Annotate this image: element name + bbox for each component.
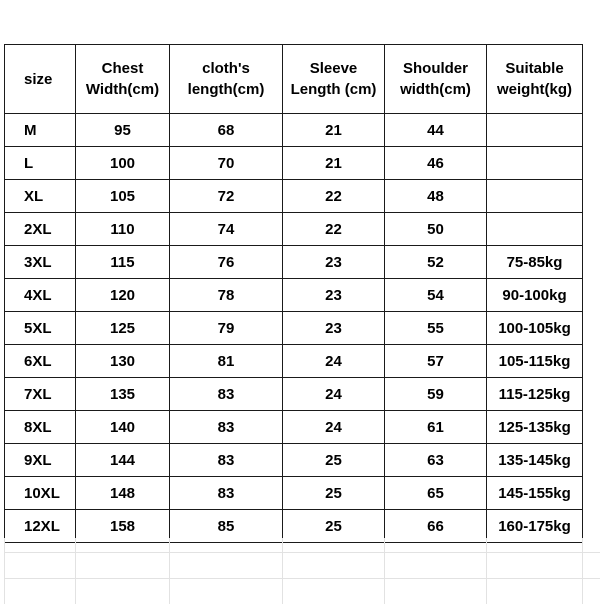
cell-chest-width: 110 xyxy=(76,213,170,246)
cell-sleeve-length: 24 xyxy=(283,378,385,411)
cell-cloth-length: 83 xyxy=(170,444,283,477)
gridline xyxy=(282,538,283,604)
cell-sleeve-length: 22 xyxy=(283,180,385,213)
header-weight-line1: Suitable xyxy=(505,60,564,77)
cell-sleeve-length: 21 xyxy=(283,147,385,180)
table-row xyxy=(5,213,583,246)
cell-chest-width: 140 xyxy=(76,411,170,444)
cell-cloth-length: 70 xyxy=(170,147,283,180)
cell-shoulder-width: 44 xyxy=(385,114,487,147)
cell-chest-width: 100 xyxy=(76,147,170,180)
cell-cloth-length: 83 xyxy=(170,477,283,510)
header-cloth-length xyxy=(170,45,283,114)
size-rows xyxy=(5,114,583,543)
table-row xyxy=(5,444,583,477)
cell-suitable-weight xyxy=(487,213,583,246)
size-chart-table xyxy=(4,44,583,543)
cell-chest-width: 95 xyxy=(76,114,170,147)
cell-size: 6XL xyxy=(5,345,76,378)
cell-size: 7XL xyxy=(5,378,76,411)
header-sleeve-length xyxy=(283,45,385,114)
cell-size: 10XL xyxy=(5,477,76,510)
header-shoulder-line2: width(cm) xyxy=(400,81,471,98)
table-row xyxy=(5,246,583,279)
cell-shoulder-width: 50 xyxy=(385,213,487,246)
cell-suitable-weight xyxy=(487,180,583,213)
header-chest-width xyxy=(76,45,170,114)
cell-suitable-weight xyxy=(487,114,583,147)
cell-cloth-length: 78 xyxy=(170,279,283,312)
cell-size: 8XL xyxy=(5,411,76,444)
table-row xyxy=(5,312,583,345)
header-weight-line2: weight(kg) xyxy=(497,81,572,98)
cell-cloth-length: 68 xyxy=(170,114,283,147)
header-shoulder-line1: Shoulder xyxy=(402,60,468,77)
cell-sleeve-length: 25 xyxy=(283,444,385,477)
cell-sleeve-length: 23 xyxy=(283,279,385,312)
header-sleeve-line2: Length (cm) xyxy=(290,81,377,98)
cell-chest-width: 144 xyxy=(76,444,170,477)
cell-cloth-length: 85 xyxy=(170,510,283,543)
table-row xyxy=(5,345,583,378)
cell-size: L xyxy=(5,147,76,180)
cell-cloth-length: 83 xyxy=(170,411,283,444)
empty-spreadsheet-gridlines xyxy=(4,538,600,604)
cell-suitable-weight: 90-100kg xyxy=(487,279,583,312)
cell-suitable-weight: 135-145kg xyxy=(487,444,583,477)
cell-suitable-weight: 160-175kg xyxy=(487,510,583,543)
table-row xyxy=(5,378,583,411)
table-row xyxy=(5,279,583,312)
header-size-label: size xyxy=(24,70,53,88)
cell-cloth-length: 72 xyxy=(170,180,283,213)
header-length-line1: cloth's xyxy=(202,60,250,77)
cell-cloth-length: 79 xyxy=(170,312,283,345)
header-length-line2: length(cm) xyxy=(187,81,265,98)
cell-sleeve-length: 21 xyxy=(283,114,385,147)
cell-shoulder-width: 63 xyxy=(385,444,487,477)
header-sleeve-line1: Sleeve xyxy=(309,60,358,77)
cell-chest-width: 120 xyxy=(76,279,170,312)
cell-shoulder-width: 55 xyxy=(385,312,487,345)
cell-cloth-length: 81 xyxy=(170,345,283,378)
cell-cloth-length: 83 xyxy=(170,378,283,411)
gridline xyxy=(4,552,600,553)
header-chest-line2: Width(cm) xyxy=(85,81,160,98)
cell-suitable-weight: 125-135kg xyxy=(487,411,583,444)
cell-suitable-weight: 105-115kg xyxy=(487,345,583,378)
cell-suitable-weight xyxy=(487,147,583,180)
cell-shoulder-width: 48 xyxy=(385,180,487,213)
cell-suitable-weight: 75-85kg xyxy=(487,246,583,279)
gridline xyxy=(4,538,5,604)
cell-chest-width: 148 xyxy=(76,477,170,510)
cell-cloth-length: 74 xyxy=(170,213,283,246)
header-row xyxy=(5,45,583,114)
cell-shoulder-width: 59 xyxy=(385,378,487,411)
cell-shoulder-width: 54 xyxy=(385,279,487,312)
cell-chest-width: 125 xyxy=(76,312,170,345)
cell-size: 2XL xyxy=(5,213,76,246)
header-shoulder-width xyxy=(385,45,487,114)
cell-suitable-weight: 145-155kg xyxy=(487,477,583,510)
cell-sleeve-length: 24 xyxy=(283,345,385,378)
cell-sleeve-length: 25 xyxy=(283,510,385,543)
table-row xyxy=(5,180,583,213)
cell-size: XL xyxy=(5,180,76,213)
cell-size: 3XL xyxy=(5,246,76,279)
table-row xyxy=(5,147,583,180)
gridline xyxy=(169,538,170,604)
cell-sleeve-length: 25 xyxy=(283,477,385,510)
cell-cloth-length: 76 xyxy=(170,246,283,279)
cell-size: 4XL xyxy=(5,279,76,312)
cell-chest-width: 105 xyxy=(76,180,170,213)
cell-suitable-weight: 115-125kg xyxy=(487,378,583,411)
cell-chest-width: 115 xyxy=(76,246,170,279)
cell-chest-width: 130 xyxy=(76,345,170,378)
cell-sleeve-length: 23 xyxy=(283,246,385,279)
cell-suitable-weight: 100-105kg xyxy=(487,312,583,345)
table-row xyxy=(5,411,583,444)
cell-chest-width: 135 xyxy=(76,378,170,411)
cell-chest-width: 158 xyxy=(76,510,170,543)
cell-size: M xyxy=(5,114,76,147)
cell-shoulder-width: 61 xyxy=(385,411,487,444)
cell-sleeve-length: 24 xyxy=(283,411,385,444)
gridline xyxy=(4,578,600,579)
cell-shoulder-width: 65 xyxy=(385,477,487,510)
cell-sleeve-length: 22 xyxy=(283,213,385,246)
cell-size: 5XL xyxy=(5,312,76,345)
gridline xyxy=(384,538,385,604)
cell-size: 9XL xyxy=(5,444,76,477)
gridline xyxy=(582,538,583,604)
cell-shoulder-width: 46 xyxy=(385,147,487,180)
header-suitable-weight xyxy=(487,45,583,114)
cell-shoulder-width: 66 xyxy=(385,510,487,543)
cell-size: 12XL xyxy=(5,510,76,543)
gridline xyxy=(486,538,487,604)
cell-sleeve-length: 23 xyxy=(283,312,385,345)
gridline xyxy=(75,538,76,604)
header-size xyxy=(5,45,76,114)
cell-shoulder-width: 52 xyxy=(385,246,487,279)
header-chest-line1: Chest xyxy=(101,60,144,77)
cell-shoulder-width: 57 xyxy=(385,345,487,378)
table-row xyxy=(5,477,583,510)
table-row xyxy=(5,114,583,147)
